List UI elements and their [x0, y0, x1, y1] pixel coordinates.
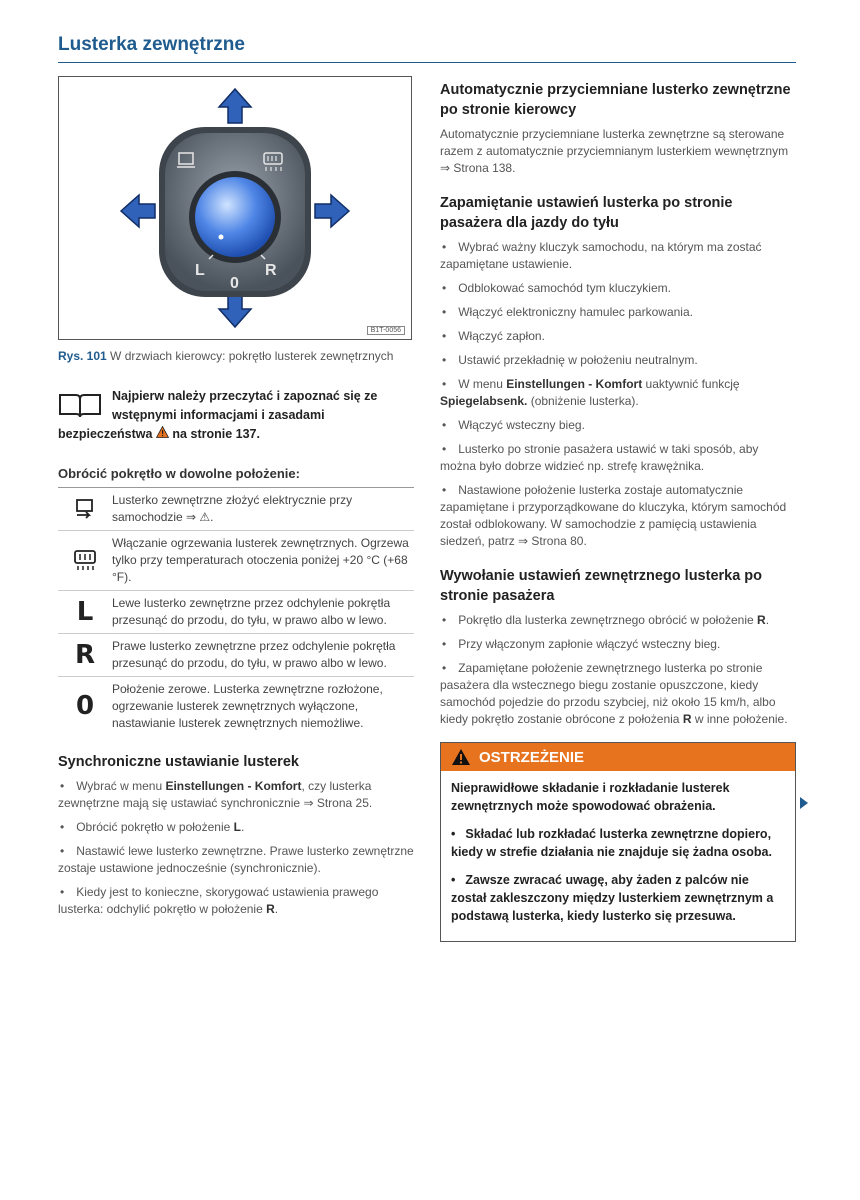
- arrow-up-icon: [219, 89, 251, 123]
- arrow-down-icon: [219, 293, 251, 327]
- list-item: • W menu Einstellungen - Komfort uaktywnić funkcję Spiegelabsenk. (obniżenie lusterka).: [440, 376, 796, 410]
- title-rule: [58, 62, 796, 63]
- notice-text-1: Najpierw należy przeczytać i zapoznać się ze wstępnymi informacjami i zasadami bezpieczeństwa: [58, 389, 378, 441]
- list-item: • Włączyć elektroniczny hamulec parkowania.: [440, 304, 796, 321]
- sync-heading: Synchroniczne ustawianie lusterek: [58, 754, 299, 770]
- warning-header: [441, 743, 795, 771]
- warning-title: OSTRZEŻENIE: [479, 748, 585, 766]
- fold-mirror-icon: [73, 497, 97, 521]
- figure-caption-text: W drzwiach kierowcy: pokrętło lusterek zewnętrznych: [110, 349, 394, 363]
- warning-item: • Składać lub rozkładać lusterka zewnętrzne dopiero, kiedy w strefie działania nie znajduje się żadna osoba.: [451, 825, 785, 861]
- continue-arrow-icon: [800, 797, 808, 809]
- notice-text-2: na stronie 137.: [168, 427, 260, 441]
- table-row: [58, 531, 414, 591]
- knob-label-r: R: [265, 262, 277, 279]
- warning-box: [440, 742, 796, 942]
- warning-triangle-icon: [451, 748, 471, 766]
- list-item: • Nastawione położenie lusterka zostaje automatycznie zapamiętane i przyporządkowane do kluczyka, którym samochód został odblokowany. W samochodzie z pamięcią ustawienia siedzeń, patrz ⇒ Strona 80.: [440, 482, 796, 550]
- knob-positions-table: [58, 488, 414, 736]
- right-column: [440, 76, 796, 942]
- mirror-knob-figure: [58, 76, 412, 340]
- list-item: • Kiedy jest to konieczne, skorygować ustawienia prawego lusterka: odchylić pokrętło w położenie R.: [58, 884, 414, 918]
- arrow-right-icon: [315, 195, 349, 227]
- left-column: [58, 76, 414, 925]
- rotate-heading: Obrócić pokrętło w dowolne położenie:: [58, 466, 414, 488]
- row-text-zero: Położenie zerowe. Lusterka zewnętrzne rozłożone, ogrzewanie lusterek zewnętrznych wyłączone, nastawianie lusterek zewnętrznych niemożliwe.: [112, 682, 383, 730]
- recall-heading: Wywołanie ustawień zewnętrznego lusterka po stronie pasażera: [440, 568, 763, 604]
- mirror-knob-illustration: [59, 77, 411, 339]
- knob-label-zero: 0: [230, 275, 239, 292]
- arrow-left-icon: [121, 195, 155, 227]
- list-item: • Wybrać w menu Einstellungen - Komfort, czy lusterka zewnętrzne mają się ustawiać synchronicznie ⇒ Strona 25.: [58, 778, 414, 812]
- list-item: • Włączyć wsteczny bieg.: [440, 417, 796, 434]
- table-row: [58, 591, 414, 634]
- warning-intro: Nieprawidłowe składanie i rozkładanie lusterek zewnętrznych może spowodować obrażenia.: [451, 781, 730, 813]
- list-item: • Zapamiętane położenie zewnętrznego lusterka po stronie pasażera dla wstecznego biegu zostanie opuszczone, kiedy samochód pojedzie do przodu szybciej, niż około 15 km/h, albo kiedy pokrętło zostanie obrócone z położenia R w inne położenie.: [440, 660, 796, 728]
- list-item: • Ustawić przekładnię w położeniu neutralnym.: [440, 352, 796, 369]
- heated-mirror-icon: [72, 548, 98, 572]
- list-item: • Obrócić pokrętło w położenie L.: [58, 819, 414, 836]
- knob-label-l: L: [195, 262, 205, 279]
- symbol-r: R: [58, 634, 112, 677]
- row-text-fold: Lusterko zewnętrzne złożyć elektrycznie przy samochodzie ⇒ ⚠.: [112, 488, 414, 531]
- book-icon: [58, 389, 102, 419]
- memory-heading: Zapamiętanie ustawień lusterka po stronie pasażera dla jazdy do tyłu: [440, 195, 733, 231]
- list-item: • Nastawić lewe lusterko zewnętrzne. Prawe lusterko zewnętrzne zostaje ustawione jednocześnie (synchronicznie).: [58, 843, 414, 877]
- list-item: • Wybrać ważny kluczyk samochodu, na którym ma zostać zapamiętane ustawienie.: [440, 239, 796, 273]
- figure-caption-label: Rys. 101: [58, 349, 107, 363]
- symbol-l: L: [58, 591, 112, 634]
- read-first-notice: [58, 387, 414, 444]
- table-row: [58, 634, 414, 677]
- warning-triangle-icon: [156, 426, 169, 438]
- row-text-right: Prawe lusterko zewnętrzne przez odchylenie pokrętła przesunąć do przodu, do tyłu, w prawo albo w lewo.: [112, 634, 414, 677]
- auto-dim-heading: Automatycznie przyciemniane lusterko zewnętrzne po stronie kierowcy: [440, 82, 791, 118]
- list-item: • Odblokować samochód tym kluczykiem.: [440, 280, 796, 297]
- row-text-left: Lewe lusterko zewnętrzne przez odchylenie pokrętła przesunąć do przodu, do tyłu, w prawo albo w lewo.: [112, 591, 414, 634]
- auto-dim-text: Automatycznie przyciemniane lusterka zewnętrzne są sterowane razem z automatycznie przyciemnianym lusterkiem wewnętrznym ⇒ Strona 138.: [440, 127, 789, 175]
- figure-code: B1T-0056: [367, 326, 405, 335]
- list-item: • Lusterko po stronie pasażera ustawić w taki sposób, aby można było dobrze widzieć np. strefę krawężnika.: [440, 441, 796, 475]
- page-title: Lusterka zewnętrzne: [58, 34, 245, 55]
- figure-caption: [58, 348, 414, 365]
- symbol-zero: 0: [75, 691, 95, 721]
- warning-item: • Zawsze zwracać uwagę, aby żaden z palców nie został zakleszczony między lusterkiem zewnętrznym a podstawą lusterka, kiedy lusterko się przesuwa.: [451, 871, 785, 925]
- list-item: • Przy włączonym zapłonie włączyć wsteczny bieg.: [440, 636, 796, 653]
- table-row: [58, 488, 414, 531]
- list-item: • Włączyć zapłon.: [440, 328, 796, 345]
- row-text-heat: Włączanie ogrzewania lusterek zewnętrznych. Ogrzewa tylko przy temperaturach otoczenia poniżej +20 °C (+68 °F).: [112, 531, 414, 591]
- warning-body: [441, 771, 795, 941]
- list-item: • Pokrętło dla lusterka zewnętrznego obrócić w położenie R.: [440, 612, 796, 629]
- table-row: [58, 677, 414, 737]
